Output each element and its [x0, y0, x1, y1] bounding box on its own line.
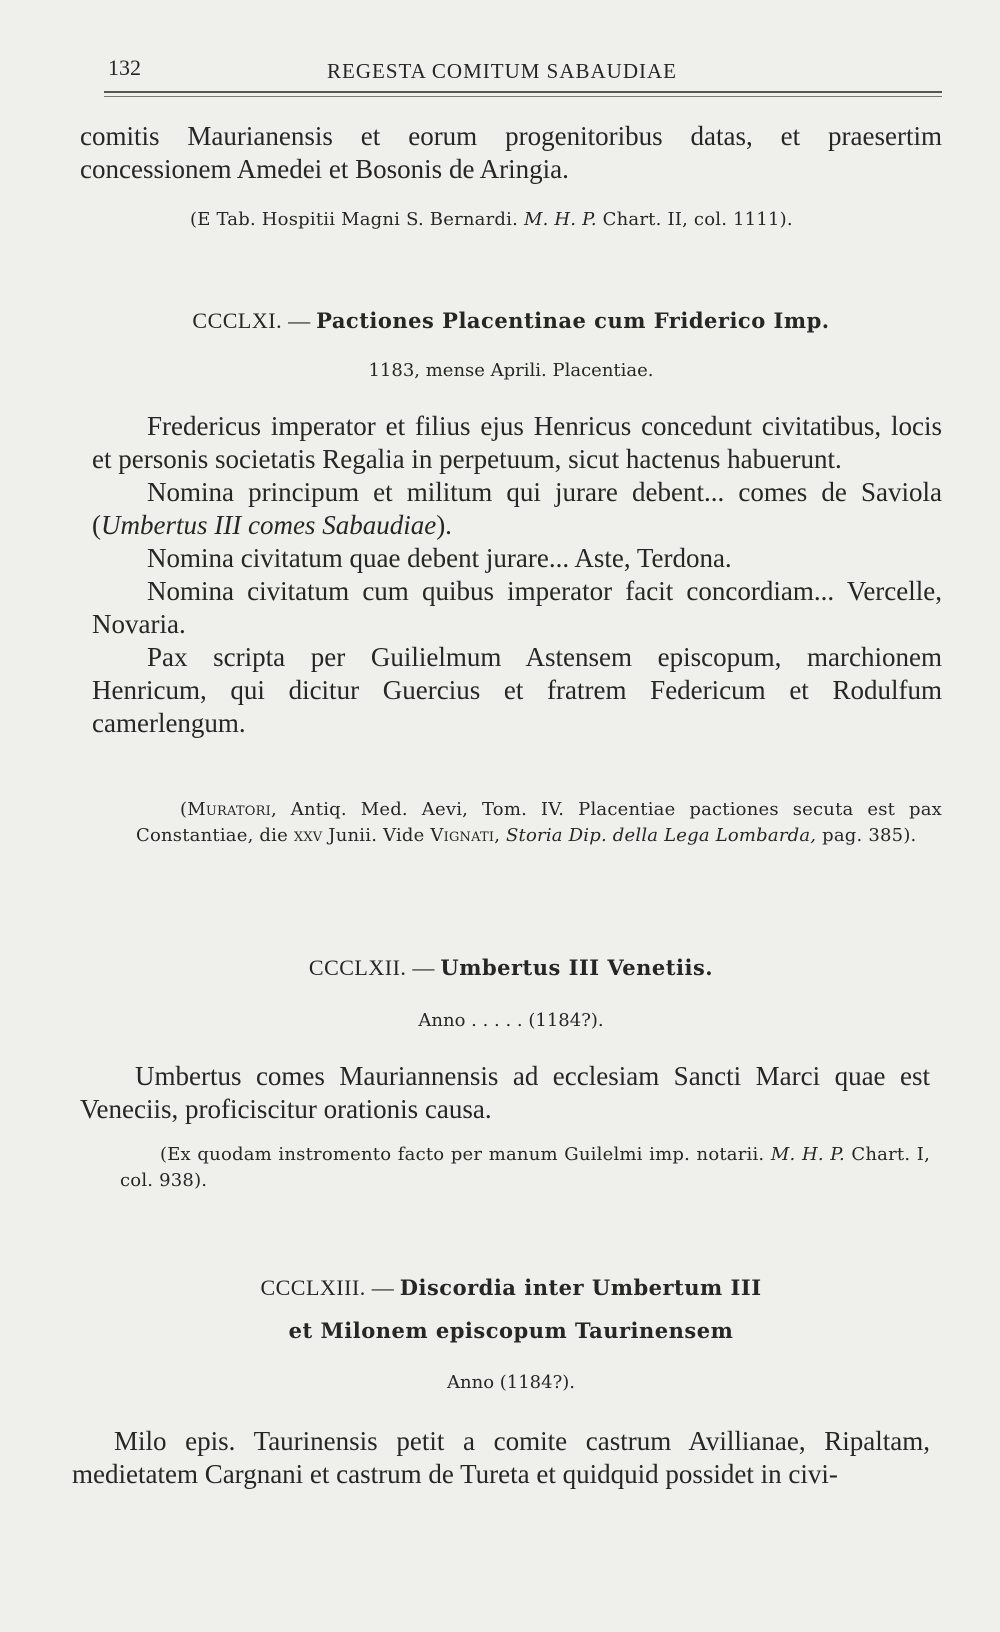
- entry-362-body: [80, 1060, 930, 1126]
- paragraph: Pax scripta per Guilielmum Astensem episcopum, marchionem Henricum, qui dicitur Guercius et fratrem Federicum et Rodulfum camerlengum.: [92, 642, 942, 738]
- entry-citation: (Muratori, Antiq. Med. Aevi, Tom. IV. Placentiae pactiones secuta est pax Constantiae, die xxv Junii. Vide Vignati, Storia Dip. della Lega Lombarda, pag. 385).: [136, 799, 942, 846]
- header-rule-thin: [104, 96, 942, 97]
- paragraph: Nomina principum et militum qui jurare debent... comes de Saviola (Umbertus III comes Sabaudiae).: [92, 477, 942, 540]
- paragraph: Nomina civitatum cum quibus imperator facit concordiam... Vercelle, Novaria.: [92, 576, 942, 639]
- entry-date: Anno (1184?).: [447, 1372, 575, 1393]
- entry-title: Discordia inter Umbertum III: [399, 1275, 762, 1300]
- entry-heading-363: [80, 1275, 942, 1301]
- paragraph: Umbertus comes Mauriannensis ad ecclesiam Sancti Marci quae est Veneciis, proficiscitur orationis causa.: [80, 1061, 930, 1124]
- entry-362-citation-block: [120, 1142, 930, 1194]
- page-header: [104, 55, 942, 95]
- page-number: 132: [108, 55, 141, 80]
- paragraph: Milo epis. Taurinensis petit a comite castrum Avillianae, Ripaltam, medietatem Cargnani et castrum de Tureta et quidquid possidet in civi-: [72, 1426, 930, 1489]
- paragraph: Nomina civitatum quae debent jurare... Aste, Terdona.: [147, 543, 732, 573]
- running-title: REGESTA COMITUM SABAUDIAE: [327, 59, 677, 83]
- paragraph: Fredericus imperator et filius ejus Henricus concedunt civitatibus, locis et personis societatis Regalia in perpetuum, sicut hactenus habuerunt.: [92, 411, 942, 474]
- entry-number: CCCLXIII. —: [260, 1275, 395, 1300]
- entry-heading-362: [80, 955, 942, 981]
- entry-title: Pactiones Placentinae cum Friderico Imp.: [316, 308, 830, 333]
- intro-citation: (E Tab. Hospitii Magni S. Bernardi. M. H. P. Chart. II, col. 1111).: [190, 209, 793, 230]
- intro-block: [80, 120, 942, 186]
- entry-heading-363-line2: [80, 1318, 942, 1344]
- entry-363-body: [72, 1425, 930, 1491]
- entry-title: Umbertus III Venetiis.: [440, 955, 714, 980]
- entry-date: 1183, mense Aprili. Placentiae.: [368, 360, 654, 381]
- entry-date: Anno . . . . . (1184?).: [418, 1010, 604, 1031]
- entry-citation: (Ex quodam instromento facto per manum Guilelmi imp. notarii. M. H. P. Chart. I, col. 938).: [120, 1144, 930, 1191]
- intro-text: comitis Maurianensis et eorum progenitoribus datas, et praesertim concessionem Amedei et Bosonis de Aringia.: [80, 121, 942, 184]
- entry-number: CCCLXII. —: [308, 955, 435, 980]
- entry-361-body: [92, 410, 942, 740]
- intro-citation-block: [104, 207, 942, 233]
- entry-heading-361: [80, 308, 942, 334]
- entry-361-citation-block: [136, 797, 942, 849]
- entry-number: CCCLXI. —: [192, 308, 311, 333]
- entry-title-line2: et Milonem episcopum Taurinensem: [288, 1318, 734, 1343]
- header-rule: [104, 91, 942, 93]
